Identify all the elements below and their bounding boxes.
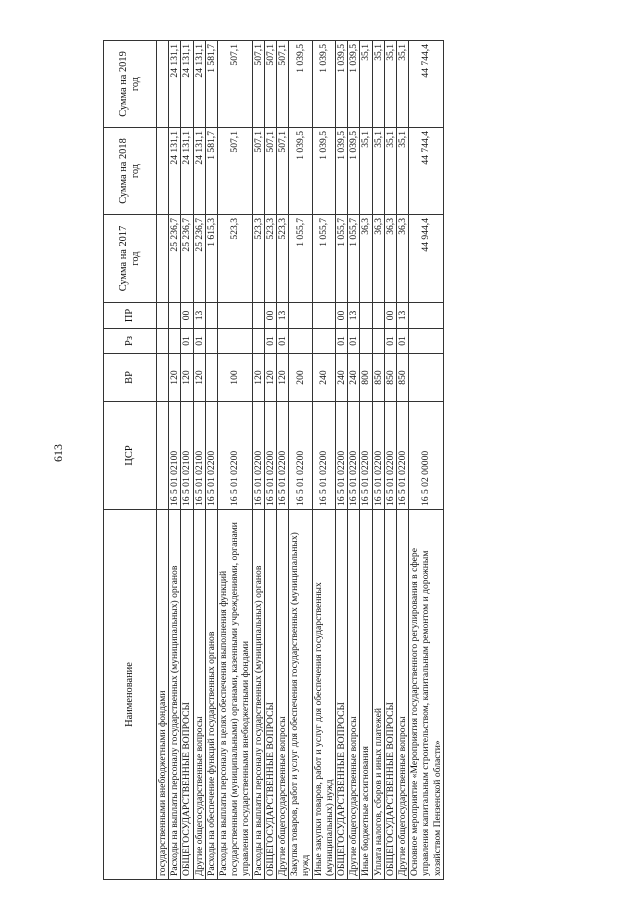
header-vr: ВР [104,354,157,402]
table-row [193,41,205,880]
row-sum-2017 [157,215,169,303]
row-rz [289,329,312,354]
table-row [348,41,360,880]
table-row [169,41,181,880]
row-sum-2017: 523,3 [218,215,253,303]
row-name: Другие общегосударственные вопросы [277,510,289,880]
row-sum-2018 [157,128,169,215]
row-csr: 16 5 01 02200 [312,402,335,510]
row-name: ОБЩЕГОСУДАРСТВЕННЫЕ ВОПРОСЫ [264,510,276,880]
row-csr: 16 5 02 00000 [409,402,444,510]
table-row [384,41,396,880]
table-row [252,41,264,880]
row-rz [218,329,253,354]
row-sum-2018: 35,1 [372,128,384,215]
row-sum-2018: 35,1 [360,128,372,215]
row-rz: 01 [181,329,193,354]
row-sum-2019: 35,1 [360,41,372,128]
row-vr: 120 [277,354,289,402]
row-rz [409,329,444,354]
row-vr: 120 [252,354,264,402]
row-sum-2018: 35,1 [397,128,409,215]
row-pr: 00 [336,303,348,329]
row-sum-2017: 25 236,7 [193,215,205,303]
row-rz: 01 [264,329,276,354]
row-rz: 01 [348,329,360,354]
row-rz: 01 [384,329,396,354]
row-vr: 240 [312,354,335,402]
row-sum-2017: 523,3 [277,215,289,303]
row-sum-2017: 36,3 [397,215,409,303]
row-sum-2017: 1 055,7 [289,215,312,303]
row-vr: 800 [360,354,372,402]
row-sum-2019: 24 131,1 [181,41,193,128]
header-sum-2017: Сумма на 2017 год [104,215,157,303]
row-csr: 16 5 01 02200 [264,402,276,510]
row-vr: 120 [169,354,181,402]
table-row [336,41,348,880]
row-pr: 00 [384,303,396,329]
row-sum-2019 [157,41,169,128]
row-csr: 16 5 01 02100 [181,402,193,510]
row-sum-2017: 36,3 [360,215,372,303]
row-sum-2017: 36,3 [372,215,384,303]
row-sum-2018: 507,1 [218,128,253,215]
row-vr: 100 [218,354,253,402]
row-sum-2019: 35,1 [397,41,409,128]
row-sum-2018: 1 039,5 [289,128,312,215]
row-sum-2018: 44 744,4 [409,128,444,215]
row-sum-2018: 507,1 [264,128,276,215]
header-sum-2018: Сумма на 2018 год [104,128,157,215]
header-name: Наименование [104,510,157,880]
row-sum-2017: 1 055,7 [348,215,360,303]
row-sum-2019: 507,1 [252,41,264,128]
row-vr: 120 [181,354,193,402]
row-pr [205,303,217,329]
row-csr: 16 5 01 02200 [360,402,372,510]
row-csr: 16 5 01 02200 [372,402,384,510]
row-csr: 16 5 01 02200 [205,402,217,510]
row-sum-2019: 44 744,4 [409,41,444,128]
row-pr: 13 [193,303,205,329]
row-vr: 120 [193,354,205,402]
table-row [312,41,335,880]
row-rz [252,329,264,354]
table-row [289,41,312,880]
row-sum-2017: 1 055,7 [312,215,335,303]
row-sum-2017: 1 055,7 [336,215,348,303]
row-pr [218,303,253,329]
row-name: Расходы на обеспечение функций государственных органов [205,510,217,880]
row-vr: 850 [397,354,409,402]
table-row [360,41,372,880]
row-sum-2018: 1 581,7 [205,128,217,215]
row-csr: 16 5 01 02200 [252,402,264,510]
row-csr: 16 5 01 02200 [289,402,312,510]
row-rz [360,329,372,354]
row-pr [169,303,181,329]
row-vr: 850 [372,354,384,402]
row-csr: 16 5 01 02100 [169,402,181,510]
row-name: ОБЩЕГОСУДАРСТВЕННЫЕ ВОПРОСЫ [336,510,348,880]
row-csr [157,402,169,510]
row-name: Другие общегосударственные вопросы [193,510,205,880]
table-row [157,41,169,880]
table-row [397,41,409,880]
row-name: Уплата налогов, сборов и иных платежей [372,510,384,880]
row-rz: 01 [277,329,289,354]
row-sum-2019: 507,1 [218,41,253,128]
row-vr [157,354,169,402]
row-pr: 00 [181,303,193,329]
row-sum-2019: 1 039,5 [348,41,360,128]
row-sum-2017: 523,3 [252,215,264,303]
table-row [218,41,253,880]
row-pr [157,303,169,329]
row-rz [205,329,217,354]
row-vr [409,354,444,402]
row-pr: 13 [277,303,289,329]
header-sum-2019: Сумма на 2019 год [104,41,157,128]
row-pr [409,303,444,329]
row-pr: 00 [264,303,276,329]
rotated-page [103,41,611,880]
row-pr [252,303,264,329]
row-rz: 01 [193,329,205,354]
table-row [264,41,276,880]
row-rz: 01 [397,329,409,354]
row-csr: 16 5 01 02200 [384,402,396,510]
row-sum-2019: 35,1 [384,41,396,128]
row-sum-2017: 25 236,7 [181,215,193,303]
row-csr: 16 5 01 02200 [336,402,348,510]
row-rz [312,329,335,354]
table-header-row [104,41,157,880]
row-sum-2019: 24 131,1 [193,41,205,128]
table-row [372,41,384,880]
row-sum-2018: 24 131,1 [169,128,181,215]
row-sum-2018: 1 039,5 [312,128,335,215]
table-body [157,41,444,880]
row-sum-2017: 36,3 [384,215,396,303]
table-row [277,41,289,880]
row-sum-2018: 35,1 [384,128,396,215]
row-vr [205,354,217,402]
header-csr: ЦСР [104,402,157,510]
row-name: Основное мероприятие «Мероприятия государственного регулирования в сфере управления капитальным строительством, капитальным ремонтом и дорожным хозяйством Пензенской области» [409,510,444,880]
row-sum-2019: 507,1 [264,41,276,128]
row-sum-2019: 24 131,1 [169,41,181,128]
row-csr: 16 5 01 02200 [277,402,289,510]
row-name: Другие общегосударственные вопросы [348,510,360,880]
row-vr: 120 [264,354,276,402]
row-csr: 16 5 01 02200 [348,402,360,510]
page-number: 613 [51,444,65,462]
row-rz: 01 [336,329,348,354]
header-rz: Рз [104,329,157,354]
row-sum-2017: 523,3 [264,215,276,303]
row-name: Другие общегосударственные вопросы [397,510,409,880]
row-vr: 200 [289,354,312,402]
row-sum-2017: 25 236,7 [169,215,181,303]
row-csr: 16 5 01 02200 [218,402,253,510]
row-sum-2018: 24 131,1 [181,128,193,215]
row-rz [372,329,384,354]
row-name: Закупка товаров, работ и услуг для обеспечения государственных (муниципальных) нужд [289,510,312,880]
row-pr [372,303,384,329]
row-sum-2019: 1 039,5 [336,41,348,128]
row-name: ОБЩЕГОСУДАРСТВЕННЫЕ ВОПРОСЫ [384,510,396,880]
row-vr: 240 [336,354,348,402]
row-sum-2019: 35,1 [372,41,384,128]
row-sum-2019: 1 039,5 [312,41,335,128]
row-pr: 13 [348,303,360,329]
row-sum-2019: 1 039,5 [289,41,312,128]
row-csr: 16 5 01 02200 [397,402,409,510]
row-sum-2018: 24 131,1 [193,128,205,215]
row-name: Расходы на выплаты персоналу государственных (муниципальных) органов [252,510,264,880]
row-name: Расходы на выплаты персоналу в целях обеспечения выполнения функций государственными (муниципальными) органами, казенными учреждениями, органами управления государственными внебюджетными фондами [218,510,253,880]
row-pr [360,303,372,329]
row-rz [169,329,181,354]
row-vr: 240 [348,354,360,402]
row-vr: 850 [384,354,396,402]
row-csr: 16 5 01 02100 [193,402,205,510]
row-sum-2019: 507,1 [277,41,289,128]
row-pr [312,303,335,329]
row-sum-2017: 44 944,4 [409,215,444,303]
row-name: Иные закупки товаров, работ и услуг для обеспечения государственных (муниципальных) нужд [312,510,335,880]
row-pr: 13 [397,303,409,329]
row-rz [157,329,169,354]
row-sum-2017: 1 615,3 [205,215,217,303]
row-sum-2018: 507,1 [252,128,264,215]
table-row [181,41,193,880]
row-name: Иные бюджетные ассигнования [360,510,372,880]
row-name: ОБЩЕГОСУДАРСТВЕННЫЕ ВОПРОСЫ [181,510,193,880]
budget-table [103,40,444,880]
row-sum-2018: 1 039,5 [336,128,348,215]
row-sum-2018: 1 039,5 [348,128,360,215]
row-name: государственными внебюджетными фондами [157,510,169,880]
row-sum-2018: 507,1 [277,128,289,215]
row-name: Расходы на выплаты персоналу государственных (муниципальных) органов [169,510,181,880]
row-sum-2019: 1 581,7 [205,41,217,128]
header-pr: ПР [104,303,157,329]
table-row [205,41,217,880]
table-row [409,41,444,880]
row-pr [289,303,312,329]
